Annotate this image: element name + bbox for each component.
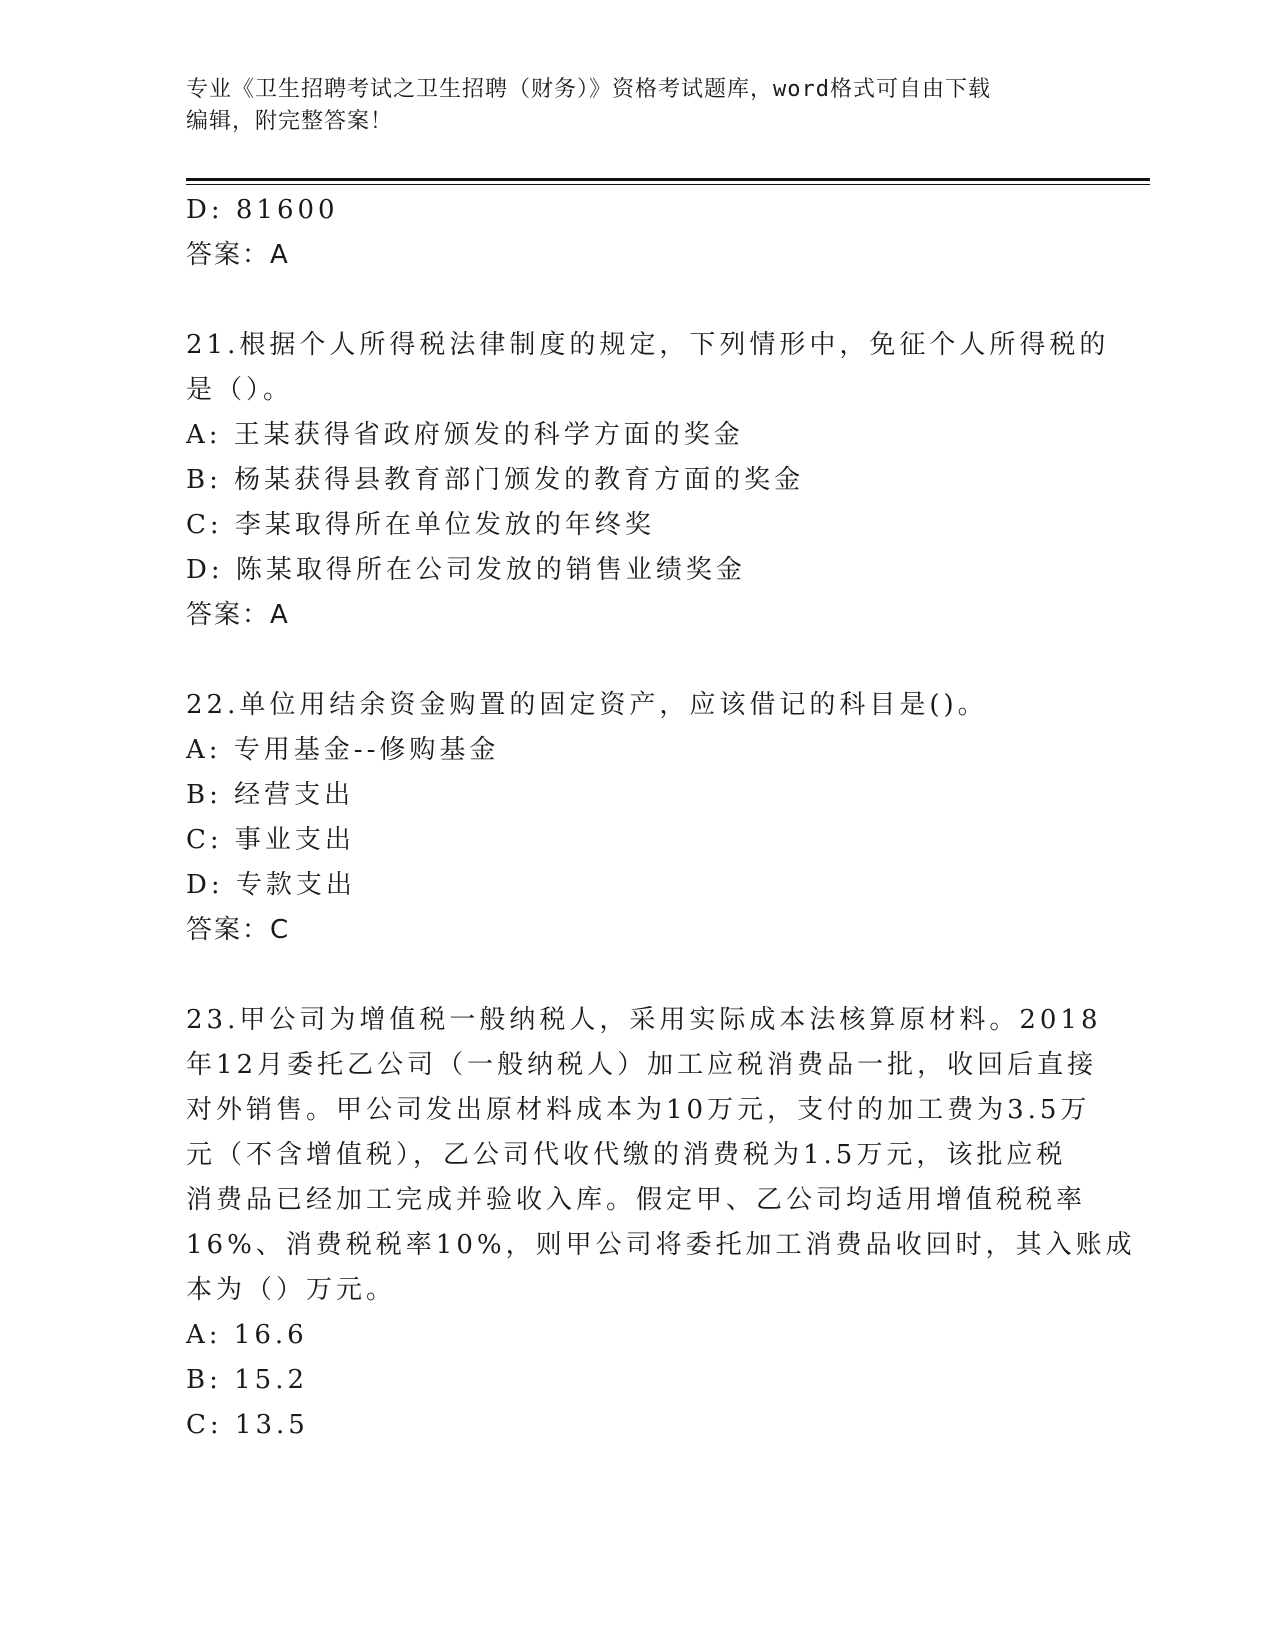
q21-answer: 答案：A — [186, 600, 290, 630]
q22-stem-line-1: 22.单位用结余资金购置的固定资产，应该借记的科目是()。 — [186, 690, 988, 720]
q22-option-a: A: 专用基金--修购基金 — [186, 735, 500, 765]
header-rule-thin — [186, 184, 1150, 185]
q21-stem-line-2: 是（）。 — [186, 375, 294, 405]
prev-option-d: D: 81600 — [186, 195, 339, 225]
header-line-1: 专业《卫生招聘考试之卫生招聘（财务）》资格考试题库，word格式可自由下载 — [186, 77, 991, 102]
q22-answer: 答案：C — [186, 915, 291, 945]
q23-stem-line-5: 消费品已经加工完成并验收入库。假定甲、乙公司均适用增值税税率 — [186, 1185, 1087, 1215]
q21-option-a: A: 王某获得省政府颁发的科学方面的奖金 — [186, 420, 744, 450]
prev-answer: 答案：A — [186, 240, 290, 270]
q22-option-c: C: 事业支出 — [186, 825, 355, 855]
q23-stem-line-2: 年12月委托乙公司（一般纳税人）加工应税消费品一批，收回后直接 — [186, 1050, 1098, 1080]
q22-option-d: D: 专款支出 — [186, 870, 356, 900]
q23-stem-line-6: 16%、消费税税率10%，则甲公司将委托加工消费品收回时，其入账成 — [186, 1230, 1136, 1260]
q21-option-c: C: 李某取得所在单位发放的年终奖 — [186, 510, 655, 540]
q23-option-a: A: 16.6 — [186, 1320, 308, 1350]
q23-stem-line-7: 本为（）万元。 — [186, 1275, 397, 1305]
document-header — [186, 74, 1086, 138]
q21-option-d: D: 陈某取得所在公司发放的销售业绩奖金 — [186, 555, 746, 585]
q23-stem-line-1: 23.甲公司为增值税一般纳税人，采用实际成本法核算原材料。2018 — [186, 1005, 1102, 1035]
q23-option-b: B: 15.2 — [186, 1365, 309, 1395]
q22-option-b: B: 经营支出 — [186, 780, 355, 810]
q23-stem-line-3: 对外销售。甲公司发出原材料成本为10万元，支付的加工费为3.5万 — [186, 1095, 1091, 1125]
header-rule-thick — [186, 178, 1150, 181]
q21-stem-line-1: 21.根据个人所得税法律制度的规定，下列情形中，免征个人所得税的 — [186, 330, 1110, 360]
header-line-2: 编辑，附完整答案！ — [186, 109, 394, 134]
q23-option-c: C: 13.5 — [186, 1410, 309, 1440]
q23-stem-line-4: 元（不含增值税），乙公司代收代缴的消费税为1.5万元，该批应税 — [186, 1140, 1067, 1170]
q21-option-b: B: 杨某获得县教育部门颁发的教育方面的奖金 — [186, 465, 805, 495]
